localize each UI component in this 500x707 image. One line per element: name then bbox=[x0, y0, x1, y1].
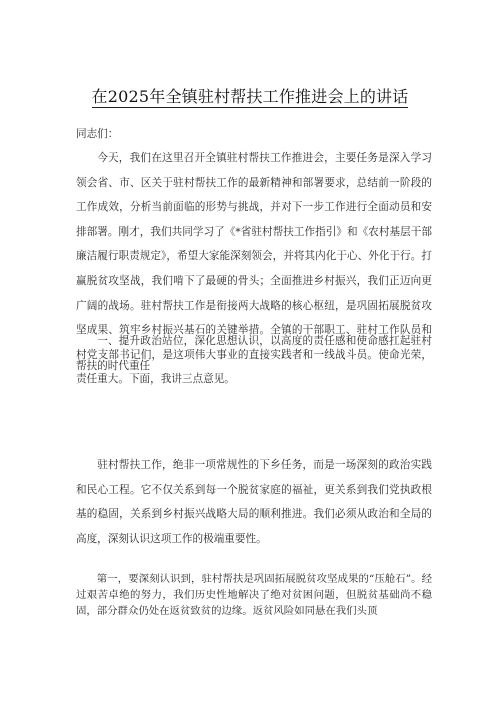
document-title-text: 在2025年全镇驻村帮扶工作推进会上的讲话 bbox=[91, 87, 409, 106]
paragraph-intro: 今天，我们在这里召开全镇驻村帮扶工作推进会，主要任务是深入学习领会省、市、区关于驻村帮扶工作的最新精神和部署要求，总结前一阶段的工作成效，分析当前面临的形势与挑战，并对下一步工作进行全面动员和安排部署。刚才，我们共同学习了《*省驻村帮扶工作指引》和《农村基层干部廉洁履行职责规定》，希望大家能深刻领会，并将其内化于心、外化于行。打赢脱贫攻坚战，我们啃下了最硬的骨头；全面推进乡村振兴，我们正迈向更广阔的战场。驻村帮扶工作是衔接两大战略的核心枢纽，是巩固拓展脱贫攻坚成果、筑牢乡村振兴基石的关键举措。全镇的干部职工、驻村工作队员和村党支部书记们，是这项伟大事业的直接实践者和一线战斗员。使命光荣，责任重大。下面，我讲三点意见。 bbox=[76, 152, 432, 386]
section-heading-1: 一、提升政治站位，深化思想认识，以高度的责任感和使命感扛起驻村帮扶的时代重任 bbox=[76, 335, 432, 372]
paragraph-section-1: 驻村帮扶工作，绝非一项常规性的下乡任务，而是一场深刻的政治实践和民心工程。它不仅关系到每一个脱贫家庭的福祉，更关系到我们党执政根基的稳固，关系到乡村振兴战略大局的顺利推进。我们必须从政治和全局的高度，深刻认识这项工作的极端重要性。 bbox=[76, 459, 432, 545]
greeting: 同志们： bbox=[76, 128, 119, 140]
document-title bbox=[0, 86, 500, 108]
paragraph-point-1: 第一，要深刻认识到，驻村帮扶是巩固拓展脱贫攻坚成果的“压舱石”。经过艰苦卓绝的努力，我们历史性地解决了绝对贫困问题，但脱贫基础尚不稳固，部分群众仍处在返贫致贫的边缘。返贫风险如同悬在我们头顶 bbox=[76, 573, 432, 618]
